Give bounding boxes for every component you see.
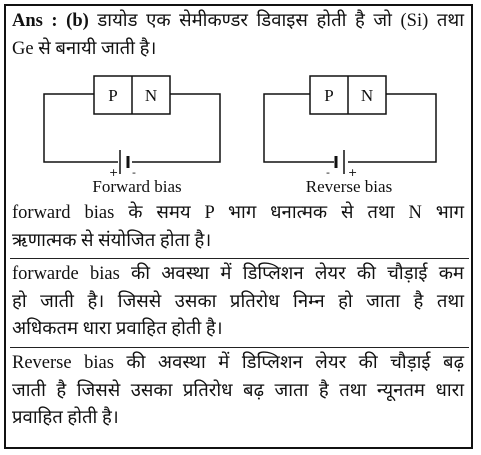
p3-line-1: Reverse bias की अवस्था में डिप्लिशन लेयर की चौड़ाई बढ़ (12, 353, 464, 373)
forward-bias-diagram (40, 76, 230, 200)
forward-p-label: P (108, 86, 118, 105)
reverse-p-label: P (324, 86, 334, 105)
reverse-plus-sign: + (348, 166, 358, 179)
reverse-n-label: N (360, 86, 374, 105)
forward-depletion-paragraph (12, 261, 464, 344)
forward-caption: Forward bias (92, 177, 182, 196)
p2-line-1: forwarde bias की अवस्था में डिप्लिशन लेयर की चौड़ाई कम (12, 264, 464, 284)
forward-left-wire (44, 94, 118, 162)
answer-intro (12, 8, 464, 63)
reverse-caption: Reverse bias (305, 177, 393, 196)
answer-prefix: Ans : (b) (12, 11, 89, 31)
reverse-depletion-paragraph (12, 350, 464, 433)
p1-line-2: ऋणात्मक से संयोजित होता है। (12, 230, 212, 251)
paragraph-divider-2 (10, 347, 469, 348)
p2-line-3: अधिकतम धारा प्रवाहित होती है। (12, 319, 223, 339)
answer-line-2: Ge से बनायी जाती है। (12, 38, 157, 59)
forward-plus-sign: + (109, 166, 119, 179)
forward-bias-paragraph (12, 200, 464, 255)
reverse-bias-diagram (256, 76, 446, 200)
reverse-minus-sign: - (326, 166, 330, 179)
forward-minus-sign: - (132, 166, 136, 179)
answer-line-1 (12, 8, 464, 36)
p1-line-1: forward bias के समय P भाग धनात्मक से तथा N भाग (12, 203, 464, 223)
p3-line-3: प्रवाहित होती है। (12, 408, 119, 428)
answer-line-1-text: डायोड एक सेमीकण्डर डिवाइस होती है जो (Si) तथा (97, 11, 464, 31)
p3-line-2: जाती है जिससे उसका प्रतिरोध बढ़ जाता है तथा न्यूनतम धारा (12, 380, 464, 401)
p2-line-2: हो जाती है। जिससे उसका प्रतिरोध निम्न हो जाता है तथा (12, 291, 464, 312)
paragraph-divider-1 (10, 258, 469, 259)
forward-n-label: N (144, 86, 158, 105)
